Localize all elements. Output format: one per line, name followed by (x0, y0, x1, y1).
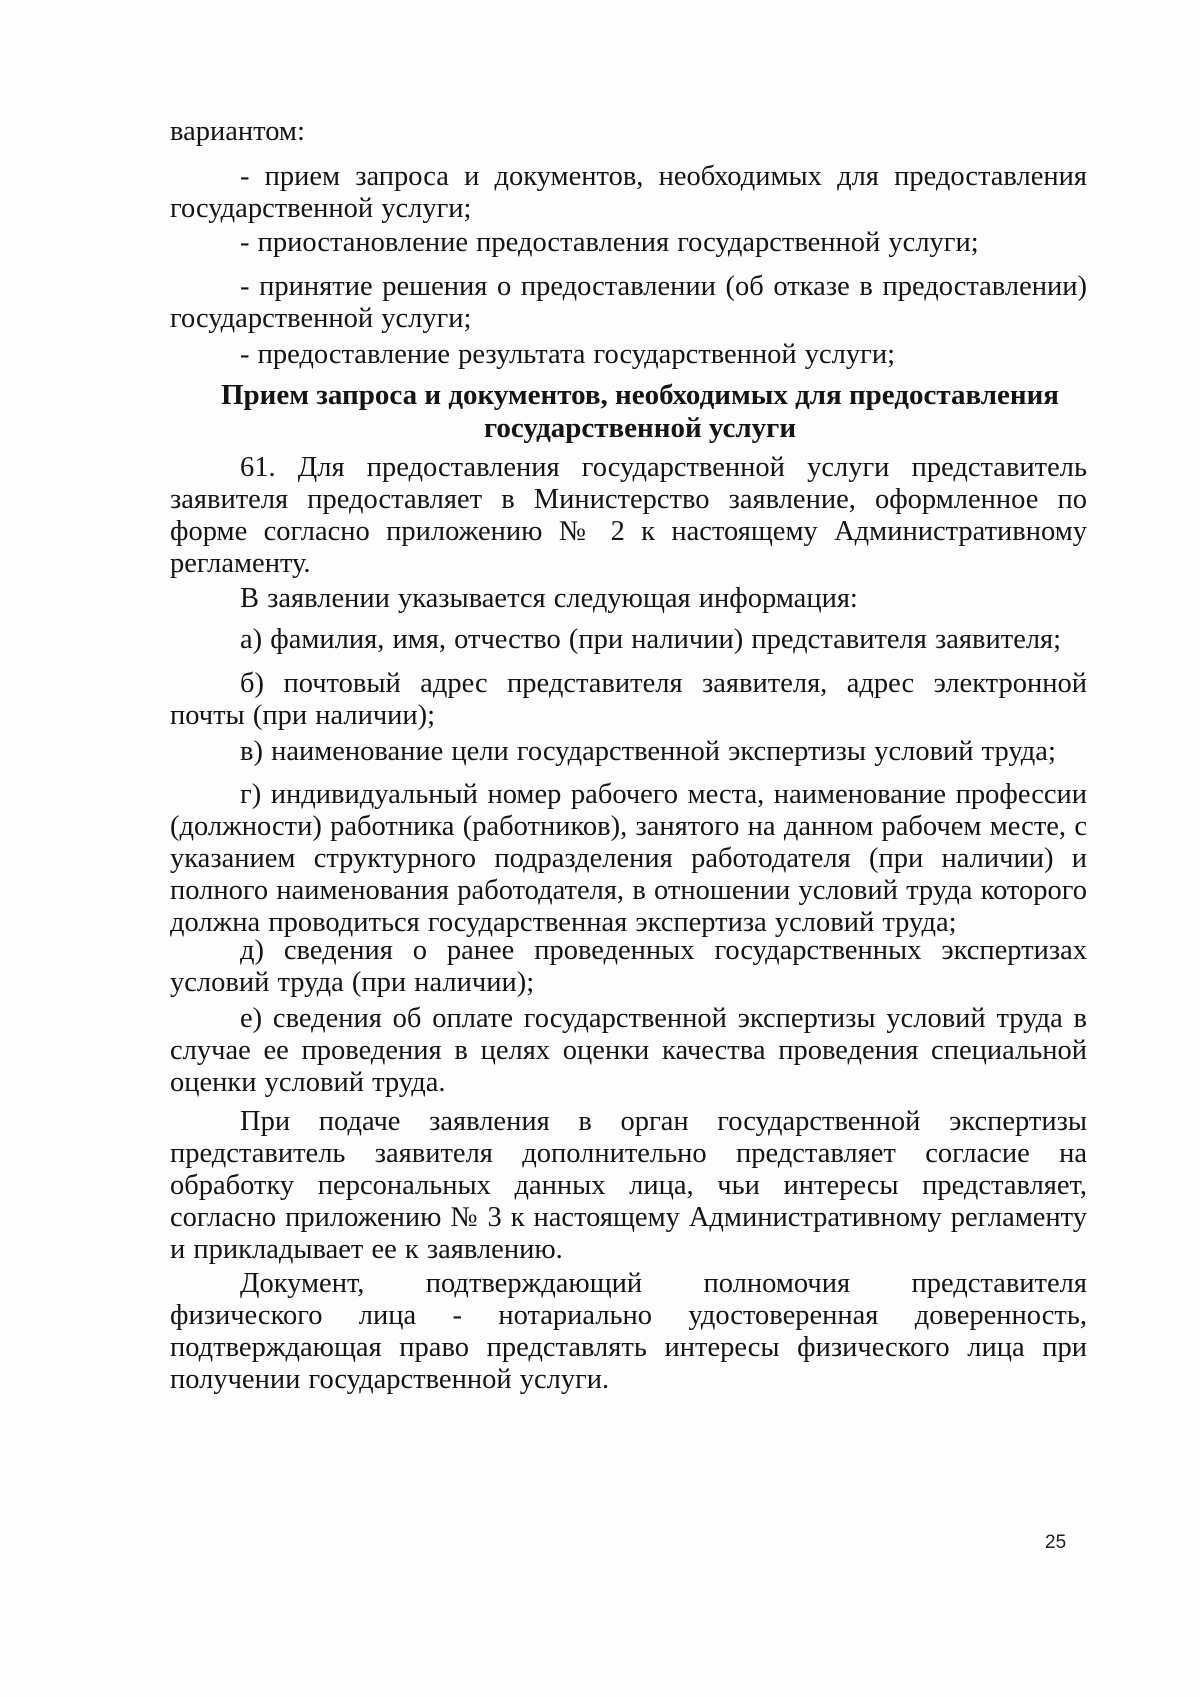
info-item-g: г) индивидуальный номер рабочего места, наименование профессии (должности) работника (работников), занятого на данном рабочем месте, с указанием структурного подразделения работодателя (при наличии) и полного наименования работодателя, в отношении условий труда которого должна проводиться государственная экспертиза условий труда; (170, 779, 1087, 938)
info-item-b: б) почтовый адрес представителя заявителя, адрес электронной почты (при наличии); (170, 668, 1087, 731)
procedure-item-2: - приостановление предоставления государственной услуги; (240, 227, 979, 258)
info-intro: В заявлении указывается следующая информация: (240, 583, 858, 614)
section-heading: Прием запроса и документов, необходимых для предоставления государственной услуги (221, 379, 1059, 444)
procedure-item-3: - принятие решения о предоставлении (об отказе в предоставлении) государственной услуги; (170, 271, 1087, 334)
info-item-v: в) наименование цели государственной экспертизы условий труда; (240, 736, 1056, 767)
authority-paragraph: Документ, подтверждающий полномочия представителя физического лица - нотариально удостоверенная доверенность, подтверждающая право представлять интересы физического лица при получении государственной услуги. (170, 1268, 1087, 1395)
info-item-d: д) сведения о ранее проведенных государственных экспертизах условий труда (при наличии); (170, 935, 1087, 998)
clause-61: 61. Для предоставления государственной услуги представитель заявителя предоставляет в Министерство заявление, оформленное по форме согласно приложению № 2 к настоящему Административному регламенту. (170, 452, 1087, 579)
page-number: 25 (1045, 1532, 1067, 1553)
info-item-e: е) сведения об оплате государственной экспертизы условий труда в случае ее проведения в целях оценки качества проведения специальной оценки условий труда. (170, 1003, 1087, 1098)
procedure-item-1: - прием запроса и документов, необходимых для предоставления государственной услуги; (170, 161, 1087, 224)
opening-text: вариантом: (170, 116, 305, 147)
procedure-item-4: - предоставление результата государственной услуги; (240, 339, 895, 370)
info-item-a: а) фамилия, имя, отчество (при наличии) представителя заявителя; (240, 624, 1062, 655)
consent-paragraph: При подаче заявления в орган государственной экспертизы представитель заявителя дополнительно представляет согласие на обработку персональных данных лица, чьи интересы представляет, согласно приложению № 3 к настоящему Административному регламенту и прикладывает ее к заявлению. (170, 1106, 1087, 1265)
